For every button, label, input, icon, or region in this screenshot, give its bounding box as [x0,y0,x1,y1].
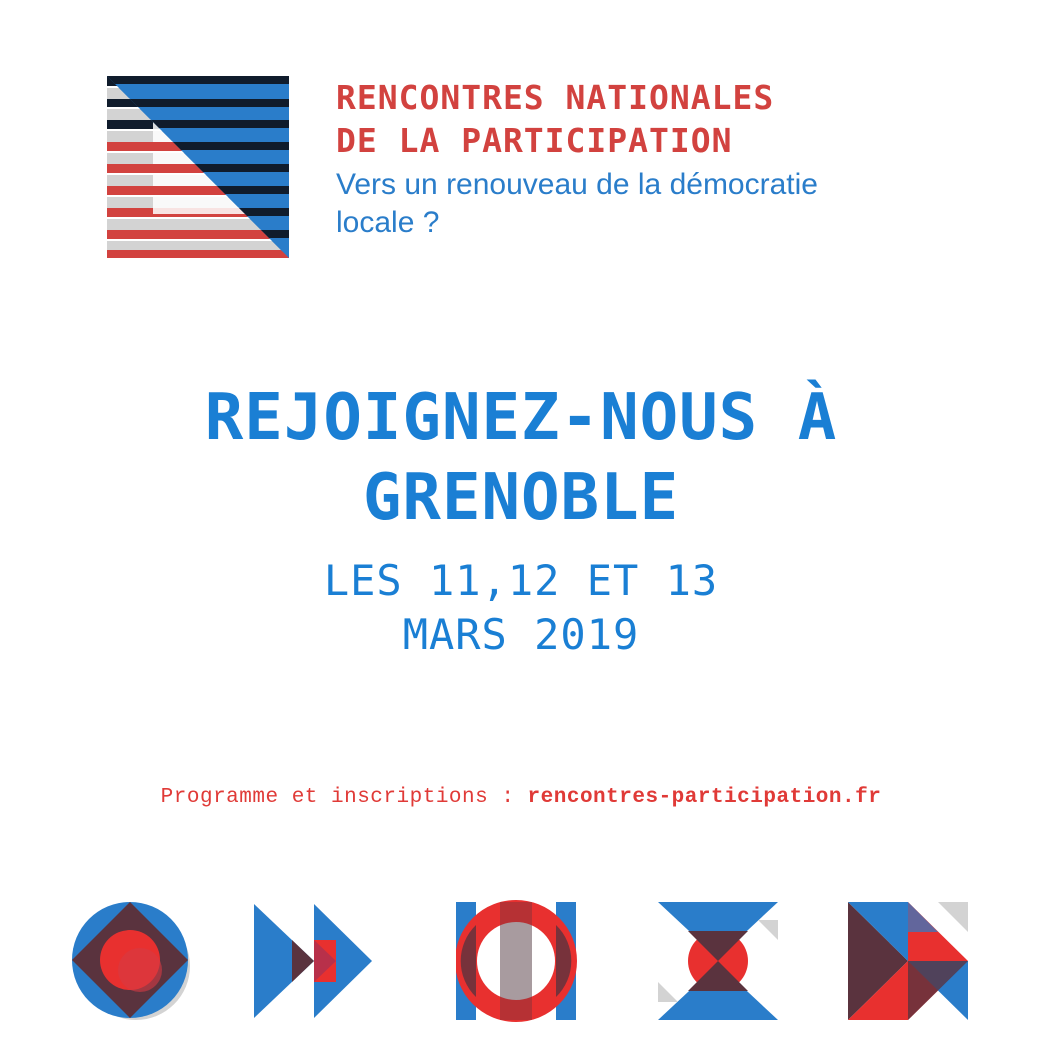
event-date [0,554,1042,662]
decorative-shapes [70,900,980,1022]
ring-bars-icon [456,900,578,1022]
main-headline [0,378,1042,538]
header [336,76,936,242]
signup-line [0,786,1042,809]
org-subtitle: Vers un renouveau de la démocratie locale ? [336,168,818,239]
headline-line2: GRENOBLE [362,461,680,535]
date-line1: LES 11,12 ET 13 [323,556,719,605]
play-arrows-icon [254,900,376,1022]
arrow-triangles-icon [848,900,970,1022]
org-title-line2: DE LA PARTICIPATION [336,121,733,160]
signup-link[interactable]: rencontres-participation.fr [527,786,882,809]
headline-line1: REJOIGNEZ-NOUS À [204,381,838,455]
date-line2: MARS 2019 [402,610,640,659]
hourglass-circle-icon [658,900,780,1022]
circle-diamond-icon [70,900,192,1022]
signup-label: Programme et inscriptions : [160,786,515,809]
logo-stripes [107,76,289,258]
org-title-line1: RENCONTRES NATIONALES [336,78,775,117]
